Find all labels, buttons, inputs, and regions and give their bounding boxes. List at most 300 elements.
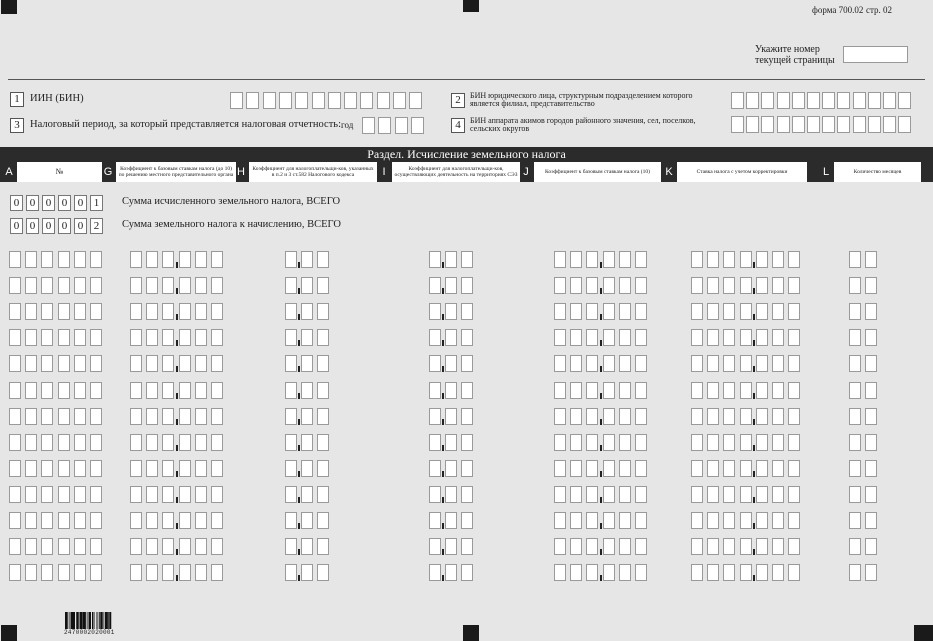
- iin-digit-cell[interactable]: [279, 92, 292, 109]
- adjusted-rate-cell[interactable]: [707, 408, 719, 425]
- coef-base-rate-cell[interactable]: [586, 564, 598, 581]
- coef-sez-cell[interactable]: [445, 538, 457, 555]
- row-number-cell[interactable]: [74, 408, 86, 425]
- coef-local-cell[interactable]: [146, 251, 158, 268]
- row-number-cell[interactable]: [25, 408, 37, 425]
- coef-sez-cell[interactable]: [461, 355, 473, 372]
- row-number-cell[interactable]: [41, 460, 53, 477]
- akimat-bin-digit-cell[interactable]: [883, 116, 896, 133]
- akimat-bin-digit-cell[interactable]: [807, 116, 820, 133]
- year-digit-cell[interactable]: [395, 117, 408, 134]
- months-cell[interactable]: [865, 329, 877, 346]
- row-number-cell[interactable]: [58, 408, 70, 425]
- row-number-cell[interactable]: [25, 434, 37, 451]
- coef-sez-cell[interactable]: [461, 382, 473, 399]
- coef-local-cell[interactable]: [146, 512, 158, 529]
- coef-sez-cell[interactable]: [429, 564, 441, 581]
- coef-base-rate-cell[interactable]: [586, 434, 598, 451]
- coef-art582-cell[interactable]: [317, 434, 329, 451]
- adjusted-rate-cell[interactable]: [740, 277, 752, 294]
- coef-sez-cell[interactable]: [429, 538, 441, 555]
- row-number-cell[interactable]: [74, 512, 86, 529]
- coef-local-cell[interactable]: [195, 277, 207, 294]
- row-number-cell[interactable]: [74, 355, 86, 372]
- row-number-cell[interactable]: [74, 564, 86, 581]
- coef-local-cell[interactable]: [179, 486, 191, 503]
- adjusted-rate-cell[interactable]: [756, 382, 768, 399]
- coef-local-cell[interactable]: [179, 382, 191, 399]
- coef-base-rate-cell[interactable]: [570, 460, 582, 477]
- row-number-cell[interactable]: [25, 564, 37, 581]
- adjusted-rate-cell[interactable]: [772, 434, 784, 451]
- coef-base-rate-cell[interactable]: [570, 303, 582, 320]
- coef-sez-cell[interactable]: [445, 329, 457, 346]
- coef-base-rate-cell[interactable]: [635, 486, 647, 503]
- coef-sez-cell[interactable]: [461, 512, 473, 529]
- coef-local-cell[interactable]: [195, 408, 207, 425]
- akimat-bin-digit-cell[interactable]: [868, 116, 881, 133]
- row-number-cell[interactable]: [9, 329, 21, 346]
- coef-local-cell[interactable]: [179, 303, 191, 320]
- adjusted-rate-cell[interactable]: [740, 512, 752, 529]
- adjusted-rate-cell[interactable]: [723, 251, 735, 268]
- coef-local-cell[interactable]: [146, 460, 158, 477]
- row-number-cell[interactable]: [9, 538, 21, 555]
- coef-local-cell[interactable]: [146, 303, 158, 320]
- months-cell[interactable]: [865, 538, 877, 555]
- adjusted-rate-cell[interactable]: [788, 303, 800, 320]
- adjusted-rate-cell[interactable]: [740, 251, 752, 268]
- coef-local-cell[interactable]: [162, 408, 174, 425]
- months-cell[interactable]: [865, 486, 877, 503]
- adjusted-rate-cell[interactable]: [740, 460, 752, 477]
- coef-base-rate-cell[interactable]: [570, 329, 582, 346]
- months-cell[interactable]: [849, 564, 861, 581]
- parent-bin-digit-cell[interactable]: [792, 92, 805, 109]
- adjusted-rate-cell[interactable]: [772, 564, 784, 581]
- coef-local-cell[interactable]: [146, 382, 158, 399]
- coef-sez-cell[interactable]: [461, 434, 473, 451]
- parent-bin-digit-cell[interactable]: [807, 92, 820, 109]
- coef-art582-cell[interactable]: [317, 564, 329, 581]
- adjusted-rate-cell[interactable]: [788, 538, 800, 555]
- row-number-cell[interactable]: [90, 486, 102, 503]
- row-number-cell[interactable]: [58, 382, 70, 399]
- parent-bin-digit-cell[interactable]: [822, 92, 835, 109]
- adjusted-rate-cell[interactable]: [772, 382, 784, 399]
- coef-base-rate-cell[interactable]: [635, 251, 647, 268]
- months-cell[interactable]: [865, 251, 877, 268]
- months-cell[interactable]: [849, 251, 861, 268]
- coef-art582-cell[interactable]: [285, 303, 297, 320]
- row-number-cell[interactable]: [41, 251, 53, 268]
- coef-base-rate-cell[interactable]: [635, 303, 647, 320]
- adjusted-rate-cell[interactable]: [723, 538, 735, 555]
- adjusted-rate-cell[interactable]: [772, 460, 784, 477]
- adjusted-rate-cell[interactable]: [723, 355, 735, 372]
- coef-local-cell[interactable]: [179, 251, 191, 268]
- row-number-cell[interactable]: [25, 251, 37, 268]
- adjusted-rate-cell[interactable]: [788, 408, 800, 425]
- adjusted-rate-cell[interactable]: [740, 538, 752, 555]
- coef-art582-cell[interactable]: [317, 251, 329, 268]
- adjusted-rate-cell[interactable]: [772, 277, 784, 294]
- coef-art582-cell[interactable]: [317, 538, 329, 555]
- row-number-cell[interactable]: [9, 251, 21, 268]
- row-number-cell[interactable]: [41, 355, 53, 372]
- adjusted-rate-cell[interactable]: [691, 486, 703, 503]
- adjusted-rate-cell[interactable]: [691, 382, 703, 399]
- parent-bin-digit-cell[interactable]: [731, 92, 744, 109]
- adjusted-rate-cell[interactable]: [723, 434, 735, 451]
- adjusted-rate-cell[interactable]: [707, 355, 719, 372]
- row-number-cell[interactable]: [58, 538, 70, 555]
- months-cell[interactable]: [865, 564, 877, 581]
- adjusted-rate-cell[interactable]: [756, 564, 768, 581]
- coef-local-cell[interactable]: [211, 355, 223, 372]
- row-number-cell[interactable]: [41, 564, 53, 581]
- coef-art582-cell[interactable]: [301, 303, 313, 320]
- row-number-cell[interactable]: [25, 538, 37, 555]
- coef-local-cell[interactable]: [179, 408, 191, 425]
- row-number-cell[interactable]: [58, 564, 70, 581]
- coef-local-cell[interactable]: [146, 564, 158, 581]
- coef-local-cell[interactable]: [162, 512, 174, 529]
- months-cell[interactable]: [865, 434, 877, 451]
- adjusted-rate-cell[interactable]: [772, 355, 784, 372]
- coef-base-rate-cell[interactable]: [619, 538, 631, 555]
- adjusted-rate-cell[interactable]: [707, 277, 719, 294]
- adjusted-rate-cell[interactable]: [740, 486, 752, 503]
- adjusted-rate-cell[interactable]: [707, 303, 719, 320]
- coef-art582-cell[interactable]: [317, 382, 329, 399]
- coef-art582-cell[interactable]: [301, 329, 313, 346]
- coef-local-cell[interactable]: [162, 251, 174, 268]
- row-number-cell[interactable]: [74, 277, 86, 294]
- coef-sez-cell[interactable]: [429, 303, 441, 320]
- coef-local-cell[interactable]: [195, 303, 207, 320]
- parent-bin-digit-cell[interactable]: [898, 92, 911, 109]
- coef-local-cell[interactable]: [211, 303, 223, 320]
- adjusted-rate-cell[interactable]: [691, 408, 703, 425]
- coef-art582-cell[interactable]: [301, 564, 313, 581]
- adjusted-rate-cell[interactable]: [691, 538, 703, 555]
- parent-bin-digit-cell[interactable]: [883, 92, 896, 109]
- coef-local-cell[interactable]: [130, 538, 142, 555]
- coef-local-cell[interactable]: [179, 564, 191, 581]
- coef-base-rate-cell[interactable]: [570, 408, 582, 425]
- row-number-cell[interactable]: [90, 460, 102, 477]
- coef-base-rate-cell[interactable]: [635, 434, 647, 451]
- row-number-cell[interactable]: [74, 382, 86, 399]
- coef-local-cell[interactable]: [162, 303, 174, 320]
- adjusted-rate-cell[interactable]: [691, 277, 703, 294]
- row-number-cell[interactable]: [58, 460, 70, 477]
- coef-local-cell[interactable]: [130, 564, 142, 581]
- coef-base-rate-cell[interactable]: [570, 251, 582, 268]
- adjusted-rate-cell[interactable]: [691, 512, 703, 529]
- adjusted-rate-cell[interactable]: [740, 329, 752, 346]
- coef-sez-cell[interactable]: [445, 408, 457, 425]
- row-number-cell[interactable]: [74, 303, 86, 320]
- adjusted-rate-cell[interactable]: [740, 382, 752, 399]
- coef-sez-cell[interactable]: [429, 382, 441, 399]
- row-number-cell[interactable]: [74, 329, 86, 346]
- adjusted-rate-cell[interactable]: [707, 486, 719, 503]
- coef-base-rate-cell[interactable]: [586, 538, 598, 555]
- coef-art582-cell[interactable]: [301, 434, 313, 451]
- row-number-cell[interactable]: [41, 512, 53, 529]
- row-number-cell[interactable]: [58, 486, 70, 503]
- months-cell[interactable]: [849, 512, 861, 529]
- coef-base-rate-cell[interactable]: [586, 486, 598, 503]
- coef-base-rate-cell[interactable]: [619, 329, 631, 346]
- coef-local-cell[interactable]: [130, 434, 142, 451]
- akimat-bin-digit-cell[interactable]: [822, 116, 835, 133]
- adjusted-rate-cell[interactable]: [772, 303, 784, 320]
- coef-base-rate-cell[interactable]: [619, 564, 631, 581]
- year-digit-cell[interactable]: [362, 117, 375, 134]
- iin-digit-cell[interactable]: [246, 92, 259, 109]
- adjusted-rate-cell[interactable]: [707, 329, 719, 346]
- coef-art582-cell[interactable]: [301, 277, 313, 294]
- coef-base-rate-cell[interactable]: [554, 277, 566, 294]
- row-number-cell[interactable]: [25, 460, 37, 477]
- coef-local-cell[interactable]: [162, 434, 174, 451]
- iin-digit-cell[interactable]: [263, 92, 276, 109]
- coef-base-rate-cell[interactable]: [554, 486, 566, 503]
- iin-digit-cell[interactable]: [360, 92, 373, 109]
- year-digit-cell[interactable]: [378, 117, 391, 134]
- coef-local-cell[interactable]: [130, 277, 142, 294]
- coef-art582-cell[interactable]: [317, 512, 329, 529]
- coef-local-cell[interactable]: [195, 329, 207, 346]
- coef-sez-cell[interactable]: [445, 303, 457, 320]
- coef-local-cell[interactable]: [162, 564, 174, 581]
- row-number-cell[interactable]: [90, 538, 102, 555]
- year-digit-cell[interactable]: [411, 117, 424, 134]
- coef-base-rate-cell[interactable]: [570, 277, 582, 294]
- coef-art582-cell[interactable]: [301, 538, 313, 555]
- row-number-cell[interactable]: [25, 486, 37, 503]
- coef-base-rate-cell[interactable]: [554, 408, 566, 425]
- coef-base-rate-cell[interactable]: [635, 382, 647, 399]
- coef-sez-cell[interactable]: [429, 434, 441, 451]
- coef-local-cell[interactable]: [195, 355, 207, 372]
- coef-base-rate-cell[interactable]: [603, 564, 615, 581]
- adjusted-rate-cell[interactable]: [740, 408, 752, 425]
- row-number-cell[interactable]: [90, 382, 102, 399]
- coef-art582-cell[interactable]: [285, 329, 297, 346]
- months-cell[interactable]: [849, 486, 861, 503]
- row-number-cell[interactable]: [41, 538, 53, 555]
- adjusted-rate-cell[interactable]: [740, 355, 752, 372]
- row-number-cell[interactable]: [58, 277, 70, 294]
- coef-local-cell[interactable]: [211, 460, 223, 477]
- iin-digit-cell[interactable]: [328, 92, 341, 109]
- coef-sez-cell[interactable]: [461, 251, 473, 268]
- coef-sez-cell[interactable]: [445, 434, 457, 451]
- coef-base-rate-cell[interactable]: [619, 382, 631, 399]
- adjusted-rate-cell[interactable]: [756, 303, 768, 320]
- coef-base-rate-cell[interactable]: [586, 329, 598, 346]
- iin-digit-cell[interactable]: [393, 92, 406, 109]
- coef-base-rate-cell[interactable]: [554, 460, 566, 477]
- coef-local-cell[interactable]: [179, 355, 191, 372]
- coef-sez-cell[interactable]: [445, 564, 457, 581]
- coef-local-cell[interactable]: [146, 434, 158, 451]
- coef-local-cell[interactable]: [195, 434, 207, 451]
- adjusted-rate-cell[interactable]: [740, 564, 752, 581]
- row-number-cell[interactable]: [9, 512, 21, 529]
- coef-sez-cell[interactable]: [429, 408, 441, 425]
- adjusted-rate-cell[interactable]: [788, 460, 800, 477]
- coef-local-cell[interactable]: [130, 512, 142, 529]
- adjusted-rate-cell[interactable]: [740, 303, 752, 320]
- coef-art582-cell[interactable]: [285, 355, 297, 372]
- adjusted-rate-cell[interactable]: [788, 382, 800, 399]
- row-number-cell[interactable]: [9, 460, 21, 477]
- coef-base-rate-cell[interactable]: [635, 512, 647, 529]
- months-cell[interactable]: [849, 303, 861, 320]
- adjusted-rate-cell[interactable]: [788, 251, 800, 268]
- coef-base-rate-cell[interactable]: [619, 303, 631, 320]
- row-number-cell[interactable]: [90, 512, 102, 529]
- adjusted-rate-cell[interactable]: [788, 277, 800, 294]
- coef-sez-cell[interactable]: [461, 486, 473, 503]
- coef-base-rate-cell[interactable]: [635, 564, 647, 581]
- row-number-cell[interactable]: [58, 355, 70, 372]
- coef-sez-cell[interactable]: [461, 564, 473, 581]
- coef-local-cell[interactable]: [179, 434, 191, 451]
- adjusted-rate-cell[interactable]: [723, 303, 735, 320]
- adjusted-rate-cell[interactable]: [756, 486, 768, 503]
- coef-local-cell[interactable]: [211, 512, 223, 529]
- row-number-cell[interactable]: [41, 382, 53, 399]
- coef-base-rate-cell[interactable]: [570, 486, 582, 503]
- months-cell[interactable]: [865, 460, 877, 477]
- adjusted-rate-cell[interactable]: [756, 512, 768, 529]
- coef-sez-cell[interactable]: [461, 277, 473, 294]
- adjusted-rate-cell[interactable]: [756, 329, 768, 346]
- row-number-cell[interactable]: [41, 486, 53, 503]
- row-number-cell[interactable]: [74, 251, 86, 268]
- coef-sez-cell[interactable]: [461, 303, 473, 320]
- iin-digit-cell[interactable]: [295, 92, 308, 109]
- coef-base-rate-cell[interactable]: [603, 329, 615, 346]
- parent-bin-digit-cell[interactable]: [761, 92, 774, 109]
- row-number-cell[interactable]: [58, 512, 70, 529]
- row-number-cell[interactable]: [25, 382, 37, 399]
- coef-art582-cell[interactable]: [301, 408, 313, 425]
- coef-local-cell[interactable]: [146, 538, 158, 555]
- coef-base-rate-cell[interactable]: [635, 329, 647, 346]
- coef-local-cell[interactable]: [195, 486, 207, 503]
- coef-art582-cell[interactable]: [317, 486, 329, 503]
- coef-base-rate-cell[interactable]: [586, 277, 598, 294]
- row-number-cell[interactable]: [58, 329, 70, 346]
- adjusted-rate-cell[interactable]: [756, 460, 768, 477]
- coef-local-cell[interactable]: [211, 382, 223, 399]
- coef-local-cell[interactable]: [211, 486, 223, 503]
- coef-base-rate-cell[interactable]: [603, 355, 615, 372]
- coef-base-rate-cell[interactable]: [619, 512, 631, 529]
- coef-sez-cell[interactable]: [429, 512, 441, 529]
- coef-base-rate-cell[interactable]: [554, 251, 566, 268]
- coef-sez-cell[interactable]: [461, 460, 473, 477]
- coef-art582-cell[interactable]: [301, 355, 313, 372]
- coef-local-cell[interactable]: [211, 538, 223, 555]
- row-number-cell[interactable]: [90, 251, 102, 268]
- adjusted-rate-cell[interactable]: [788, 329, 800, 346]
- coef-local-cell[interactable]: [195, 251, 207, 268]
- coef-base-rate-cell[interactable]: [619, 434, 631, 451]
- months-cell[interactable]: [849, 382, 861, 399]
- coef-sez-cell[interactable]: [429, 460, 441, 477]
- row-number-cell[interactable]: [41, 277, 53, 294]
- adjusted-rate-cell[interactable]: [772, 486, 784, 503]
- adjusted-rate-cell[interactable]: [707, 382, 719, 399]
- coef-base-rate-cell[interactable]: [554, 434, 566, 451]
- row-number-cell[interactable]: [41, 434, 53, 451]
- coef-art582-cell[interactable]: [301, 251, 313, 268]
- coef-base-rate-cell[interactable]: [570, 564, 582, 581]
- coef-base-rate-cell[interactable]: [570, 382, 582, 399]
- coef-sez-cell[interactable]: [445, 460, 457, 477]
- adjusted-rate-cell[interactable]: [691, 355, 703, 372]
- akimat-bin-digit-cell[interactable]: [761, 116, 774, 133]
- row-number-cell[interactable]: [90, 564, 102, 581]
- coef-base-rate-cell[interactable]: [554, 382, 566, 399]
- adjusted-rate-cell[interactable]: [772, 408, 784, 425]
- coef-local-cell[interactable]: [146, 355, 158, 372]
- coef-local-cell[interactable]: [130, 382, 142, 399]
- coef-art582-cell[interactable]: [285, 408, 297, 425]
- coef-local-cell[interactable]: [179, 538, 191, 555]
- row-number-cell[interactable]: [90, 408, 102, 425]
- coef-base-rate-cell[interactable]: [570, 355, 582, 372]
- row-number-cell[interactable]: [58, 251, 70, 268]
- adjusted-rate-cell[interactable]: [788, 486, 800, 503]
- row-number-cell[interactable]: [25, 512, 37, 529]
- coef-art582-cell[interactable]: [317, 329, 329, 346]
- coef-art582-cell[interactable]: [301, 486, 313, 503]
- row-number-cell[interactable]: [9, 434, 21, 451]
- row-number-cell[interactable]: [74, 486, 86, 503]
- months-cell[interactable]: [865, 512, 877, 529]
- coef-art582-cell[interactable]: [285, 538, 297, 555]
- adjusted-rate-cell[interactable]: [772, 251, 784, 268]
- coef-sez-cell[interactable]: [429, 251, 441, 268]
- iin-digit-cell[interactable]: [377, 92, 390, 109]
- months-cell[interactable]: [865, 303, 877, 320]
- row-number-cell[interactable]: [9, 408, 21, 425]
- coef-art582-cell[interactable]: [285, 460, 297, 477]
- iin-digit-cell[interactable]: [230, 92, 243, 109]
- coef-base-rate-cell[interactable]: [635, 355, 647, 372]
- adjusted-rate-cell[interactable]: [756, 251, 768, 268]
- adjusted-rate-cell[interactable]: [707, 460, 719, 477]
- coef-local-cell[interactable]: [130, 460, 142, 477]
- coef-sez-cell[interactable]: [429, 486, 441, 503]
- coef-art582-cell[interactable]: [285, 486, 297, 503]
- coef-base-rate-cell[interactable]: [603, 512, 615, 529]
- coef-base-rate-cell[interactable]: [619, 277, 631, 294]
- adjusted-rate-cell[interactable]: [756, 355, 768, 372]
- row-number-cell[interactable]: [9, 382, 21, 399]
- coef-art582-cell[interactable]: [285, 512, 297, 529]
- coef-art582-cell[interactable]: [317, 303, 329, 320]
